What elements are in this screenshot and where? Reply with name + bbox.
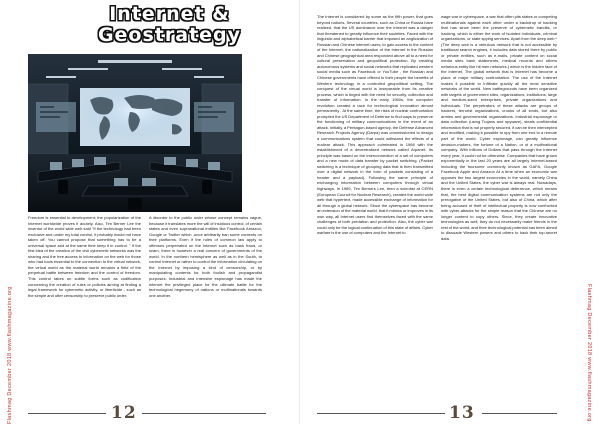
right-page: [300, 0, 600, 424]
page-number: 13: [449, 403, 475, 423]
footer-rule: [482, 413, 557, 414]
paragraph: Freedom is essential to development; the popularization of the Internet worldwide proves it acutely. Also, Tim Berner Lee the inventor of the world wide web said "If the technology had been exclusive and under my total control, it probably would not have taken off. You cannot propose that something has to be a universal space and at the same time keep it in control. " If the first idea of the creation of the civil cybernetic networks was the sharing and the free access to information on the web for those who had tools essential to the connection to the virtual network, the virtual world as the material world remains a field of the perpetual battle between freedom and the control of freedom. This control takes on subtle forms such as codification concerning the creation of rules or policies aiming at finding a legal framework for cybernetic activity, or libertlcide , such as the simple and utter censorship to preserve public order.: [28, 215, 141, 298]
page-number: 12: [111, 403, 137, 423]
control-room-photo: [28, 54, 242, 212]
title-line-2: Geostrategy: [97, 24, 242, 46]
footer-rule: [142, 413, 266, 414]
paragraph: A disorder to the public order whose concept remains vague, because it translates more the will of insidious control, of certain states and even supranational entities like Facebook Amazon, Google or Twitter which ,once arbitrarily ban some contents on their platforms. Even if the rules of common law apply to offenses perpetrated on the Internet such as bank fraud, or scam, there is however a real concern of governments of the world. In the northern hemisphere as well as in the South, to control Internet or rather to control the information circulating on the Internet by imposing a kind of censorship, or by manipulating contents for both foolish and propagandist purposes. Industrial and intensive espionage has made the internet the privileged place for the ultimate battle for the technological hegemony of nations or multinationals towards one another.: [149, 215, 262, 298]
paragraph: The Internet is considered by some as the fifth power, that goes beyond nations. Several countries, such as China or Russia have realized, that the US dominance over the Internet was a danger that threatened to greatly influence their societies. Faced with the linguistic and alphabetical barrier that imposed an anglicization of Russian and Chinese internet users, to gain access to the content of the Internet, the nationalization of the Internet in the Russian and Chinese geographical area responded above all to a need for cultural preservation and geopolitical protection. By creating autonomous systems and social networks that replicated western social media such as Facebook or YouTube , the Russian and Chinese governments have offered to their people the benefits of Western technology in a controlled geopolitical setting. The conquest of the virtual world is inseparable from its creative process, which is tinged with the need for security, collection and transfer of information. In the early 1960s, the computer revolution created a race for technological innovation almost permanently . At the same time, the risks of nuclear confrontation prompted the US Department of Defense to find ways to preserve the functioning of military communications in the event of an attack. Initially, a Pentagon-based agency, the Defense Advanced Research Projects Agency (Darpa) was commissioned to design a communications system that could withstand the effects of a nuclear attack. This approach culminated in 1966 with the establishment of a decentralized network called Arpanet. Its principle was based on the interconnection of a set of computers and a new mode of data transfer by packet switching. (Packet switching is a technique of grouping data that is then transmitted over a digital network in the form of packets consisting of a header and a payload). Following the same principle of exchanging information between computers through virtual highways. In 1989, Tim Berners Lee, then a scientist at CERN (European Council for Nuclear Research), created the world wide web that hypertext, made accessible exchange of information for all through a global network. Since the cyberspace has become an extension of the material world, that it mimics or improves in its own way, all Internet users find themselves faced with the same challenges of both predation and protection. Also, the cyber war could only be the logical continuation of this state of affairs. Cyber warfare is the use of computers and the Internet to: [317, 14, 433, 236]
footer-rule: [28, 413, 106, 414]
side-running-label: Flashmag December 2018 www.flashmagazine.org: [7, 286, 13, 424]
title-line-1: Internet &: [109, 3, 230, 25]
control-room-illustration: [28, 54, 242, 212]
right-page-column-1: [317, 14, 433, 419]
footer-rule: [317, 413, 445, 414]
left-page-column-2: [149, 215, 262, 415]
side-running-label: Flashmag December 2018 www.flashmagazine.org: [586, 284, 592, 422]
right-page-column-2: [441, 14, 557, 419]
left-page-column-1: [28, 215, 141, 415]
paragraph: wage war in cyberspace, a war that often pits states or competing multinationals against each other under a backdrop of hacking that has since been the preserve of cybernetic bandits, or hacking, which is either the work of isolated individuals, criminal organizations, or state spying services. Apart from the deep web * (The deep web is a nebulous network that is not accessible by traditional search engines, it includes data stored there by public or private entities, such as e-mails, private content on social media sites bank statements, medical records and others nefarious entity like hit men networks.) which is the hidden face of the Internet, The global network that is Internet has become a place of major military confrontation. The use of the Internet makes it possible to infiltrate quickly all the most sensitive networks of the world. New battlegrounds have been organized with targets of government sites, organizations, institutions, large and medium-sized enterprises, private organizations and individuals. The perpetrators of these attacks are groups of hackers, terrorist organizations, crooks of all kinds, but also armies and governmental organizations. Industrial espionage or data collection (using Trojans and spyware), steals confidential information that is not properly secured, it can be then intercepted and modified, making it possible to spy from one end to a remote part of the world. Cyber espionage, can greatly influence decision-makers, the fortune of a Nation, or of a multinational company. With trillions of Dollars that pass through the Internet every year, it could not be otherwise. Companies that have grown exponentially in the last 20 years are all largely Internet-based including the foursome commonly known as GAFA, Google Facebook Apple and Amazon At a time when an economic war opposes the two largest economies in the world, namely China and the United States, the cyber war is always real. Nowadays, there is even a certain technological deterrence, which means that, the best digital communication systems are not only the prerogative of the United States, but also of China, which after being accused of theft of intellectual property is now confronted with cyber-attacks for the simple reason that the Chinese are no longer content to copy others. Since, they create innovative technologies as well, they do not necessarily make friends in the rest of the world, and their technological potential has been aimed to dissuade Western powers and others to hack their top-secret data.: [441, 14, 557, 241]
article-title: [82, 4, 257, 46]
